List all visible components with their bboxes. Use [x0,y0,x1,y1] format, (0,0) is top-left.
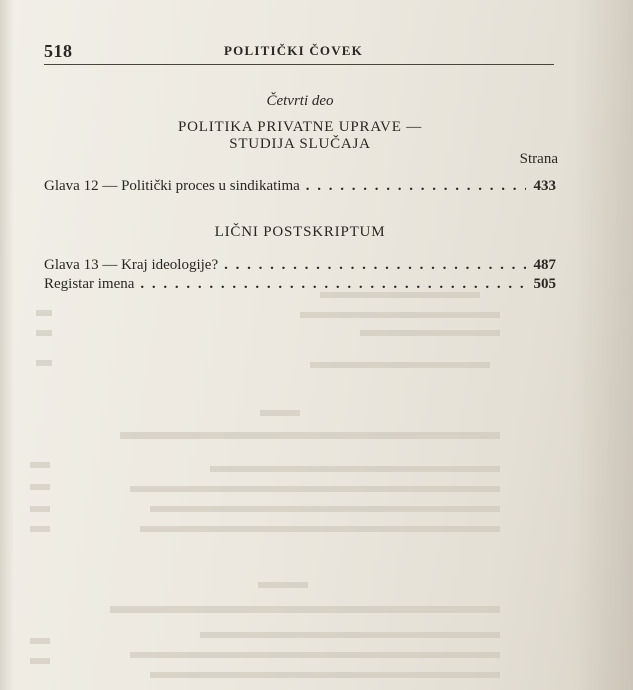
toc-entry-page: 433 [533,178,556,194]
toc-entry[interactable] [44,257,556,275]
page-number: 518 [44,41,73,61]
part-title-line-2: STUDIJA SLUČAJA [229,136,371,152]
header-rule [44,64,554,65]
postscript-title: LIČNI POSTSKRIPTUM [214,224,386,240]
toc-entry-title: Registar imena [44,276,135,292]
dot-leader [218,257,525,274]
running-title: POLITIČKI ČOVEK [224,43,363,58]
part-label: Četvrti deo [266,93,334,109]
toc-entry-title: Glava 12 — Politički proces u sindikatima [44,178,300,194]
dot-leader [134,276,525,293]
part-title [0,119,600,153]
toc-entry-title: Glava 13 — Kraj ideologije? [44,257,219,273]
page-header [44,40,554,64]
toc-entry-page: 487 [533,257,556,273]
part-title-line-1: POLITIKA PRIVATNE UPRAVE — [177,119,423,135]
dot-leader [300,178,526,195]
toc-entry[interactable] [44,276,556,294]
toc-entry-page: 505 [533,276,556,292]
page-column-label: Strana [519,151,558,167]
toc-entry[interactable] [44,178,556,196]
